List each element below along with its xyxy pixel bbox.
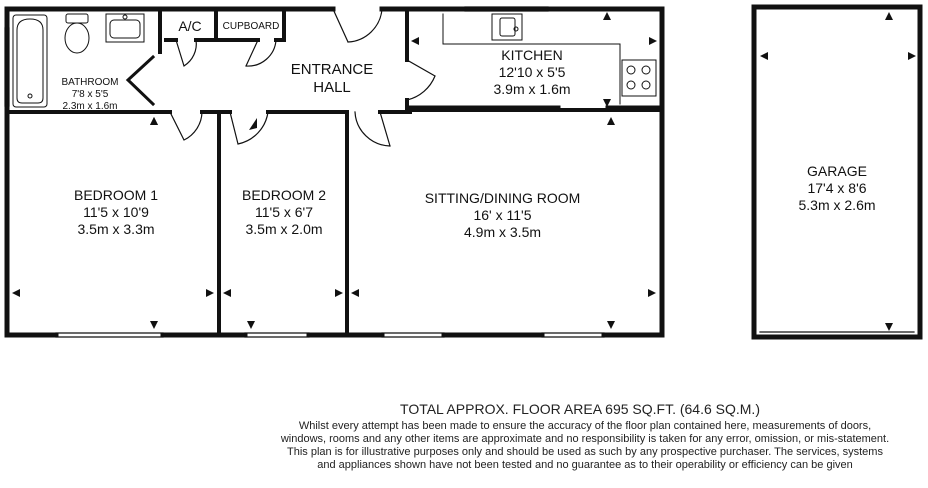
- bathroom-label: [40, 77, 140, 113]
- sitting-name: SITTING/DINING ROOM: [424, 190, 581, 206]
- entrance-door-swing: [333, 9, 382, 42]
- entrance-hall-name-2: HALL: [313, 79, 351, 96]
- arrow-bed2-left: [223, 289, 231, 297]
- kitchen-imperial: 12'10 x 5'5: [498, 63, 566, 80]
- arrow-garage-right: [908, 52, 916, 60]
- arrow-bed1-left: [12, 289, 20, 297]
- arrow-bed2-right: [335, 289, 343, 297]
- sitting-door-swing: [355, 112, 390, 146]
- bedroom1-label: [36, 187, 196, 237]
- garage-metric: 5.3m x 2.6m: [798, 196, 876, 213]
- bathroom-metric: 2.3m x 1.6m: [62, 101, 118, 112]
- bedroom1-name: BEDROOM 1: [73, 187, 158, 203]
- arrow-kitchen-right: [649, 37, 657, 45]
- entrance-hall-name: ENTRANCE: [290, 61, 374, 78]
- arrow-sitting-bottom: [607, 321, 615, 329]
- bedroom1-door-swing: [170, 112, 202, 140]
- arrow-bed2-top: [249, 118, 257, 130]
- arrow-garage-top: [885, 12, 893, 20]
- bedroom2-imperial: 11'5 x 6'7: [254, 203, 314, 220]
- bedroom1-imperial: 11'5 x 10'9: [83, 203, 149, 220]
- arrow-bed1-bottom: [150, 321, 158, 329]
- sitting-imperial: 16' x 11'5: [473, 206, 532, 223]
- arrow-bed2-bottom: [247, 321, 255, 329]
- sitting-metric: 4.9m x 3.5m: [463, 223, 542, 240]
- cooker-hob: [622, 60, 656, 96]
- ac-door-swing: [176, 40, 196, 66]
- garage-label: [774, 163, 900, 213]
- kitchen-metric: 3.9m x 1.6m: [493, 80, 571, 97]
- sitting-dining-label: [395, 190, 610, 240]
- arrow-bed1-right: [206, 289, 214, 297]
- arrow-sitting-left: [351, 289, 359, 297]
- bedroom2-metric: 3.5m x 2.0m: [245, 220, 323, 237]
- kitchen-name: KITCHEN: [501, 47, 563, 63]
- ac-label: [168, 18, 212, 35]
- arrow-sitting-top: [607, 117, 615, 125]
- disclaimer-text: Whilst every attempt has been made to ensure the accuracy of the floor plan contained here, measurements of doors, windows, rooms and any other items are approximate and no responsibility is taken for any error, omission, or mis-statement. This plan is for illustrative purposes only and should be used as such by any prospective purchaser. The services, systems and appliances shown have not been tested and no guarantee as to their operability or efficiency can be given: [280, 420, 890, 471]
- ac-name: A/C: [178, 18, 202, 34]
- bathroom-name: BATHROOM: [61, 77, 119, 88]
- arrow-garage-bottom: [885, 323, 893, 331]
- arrow-garage-left: [760, 52, 768, 60]
- kitchen-sink: [492, 14, 522, 40]
- kitchen-label: [462, 47, 602, 97]
- bathroom-imperial: 7'8 x 5'5: [71, 89, 109, 100]
- bedroom1-metric: 3.5m x 3.3m: [77, 220, 155, 237]
- basin: [106, 14, 144, 42]
- total-floor-area: TOTAL APPROX. FLOOR AREA 695 SQ.FT. (64.6 SQ.M.): [400, 401, 760, 417]
- cupboard-name: CUPBOARD: [222, 21, 280, 32]
- arrow-bed1-top: [150, 117, 158, 125]
- arrow-kitchen-left: [411, 37, 419, 45]
- toilet: [65, 14, 89, 53]
- arrow-sitting-right: [648, 289, 656, 297]
- bedroom2-name: BEDROOM 2: [241, 187, 326, 203]
- kitchen-door-swing: [407, 60, 435, 100]
- entrance-hall-label: [262, 61, 402, 97]
- arrow-kitchen-top: [603, 12, 611, 20]
- bedroom2-door-swing: [230, 112, 268, 144]
- garage-name: GARAGE: [807, 163, 867, 179]
- bedroom2-label: [222, 187, 346, 237]
- garage-imperial: 17'4 x 8'6: [807, 179, 867, 196]
- cupboard-label: [218, 21, 284, 33]
